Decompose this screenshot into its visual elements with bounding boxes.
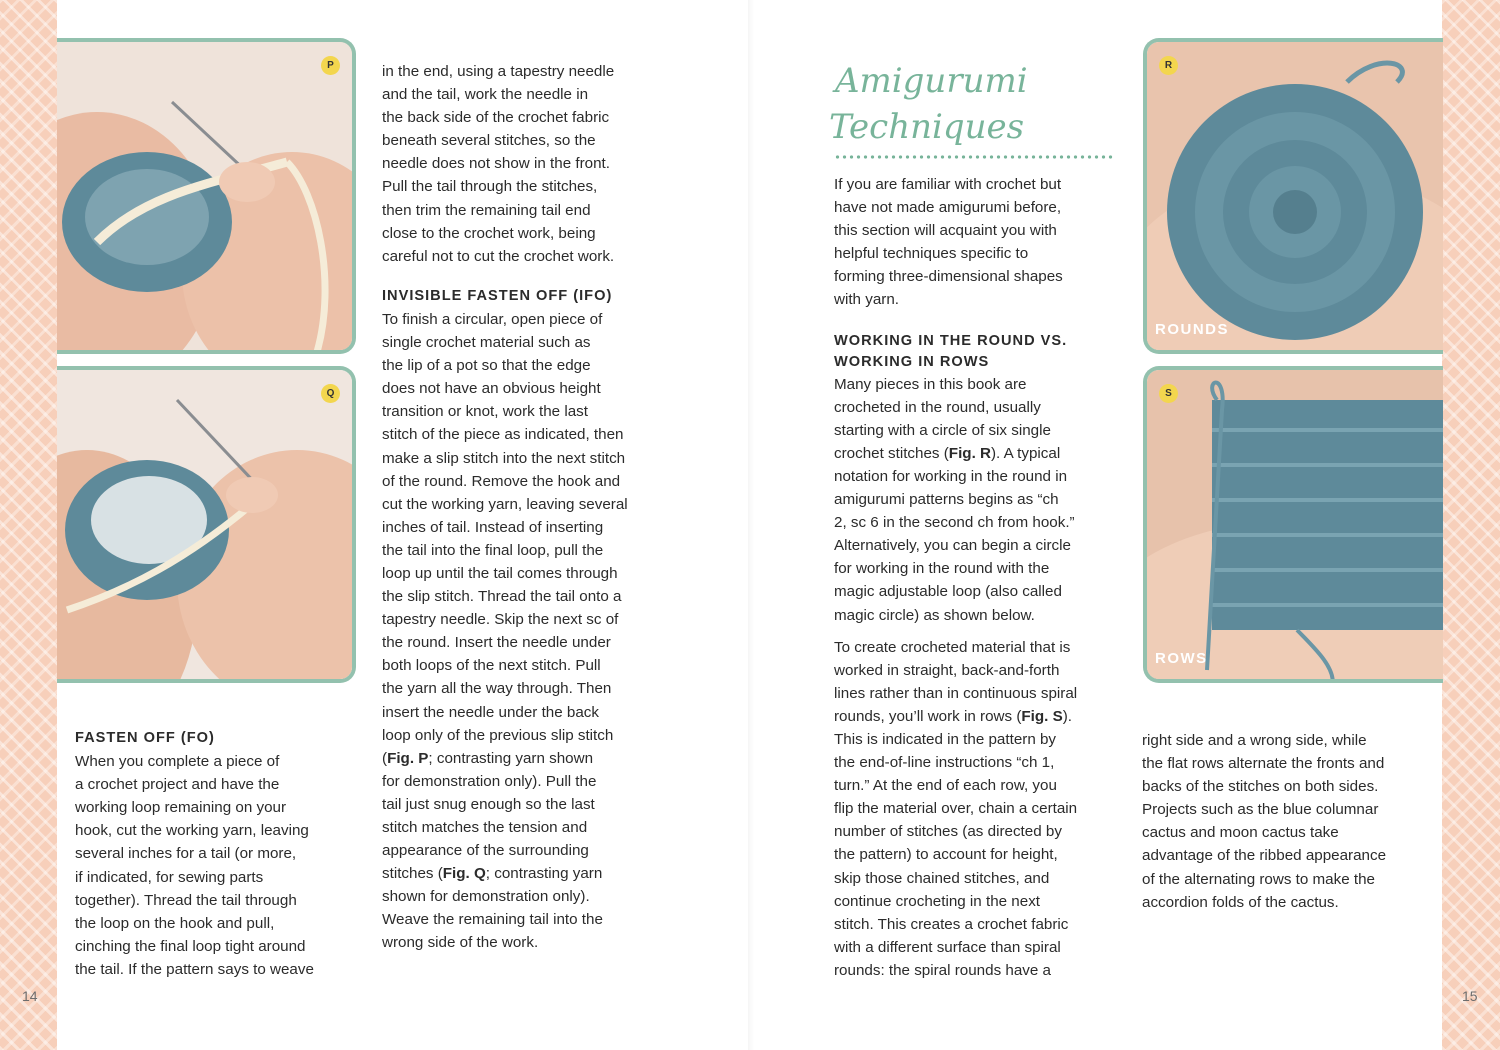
text-line: Many pieces in this book are xyxy=(834,375,1027,393)
text-line: wrong side of the work. xyxy=(382,934,539,952)
ifo-heading: INVISIBLE FASTEN OFF (IFO) xyxy=(382,287,613,304)
text-line: and the tail, work the needle in xyxy=(382,86,589,104)
text-fragment: ; contrasting yarn shown xyxy=(428,749,594,767)
text-line: rounds: the spiral rounds have a xyxy=(834,961,1051,979)
figure-r-photo xyxy=(1143,38,1443,354)
fig-p-reference: Fig. P xyxy=(387,749,429,767)
text-line: insert the needle under the back xyxy=(382,703,599,721)
figure-caption-rounds: ROUNDS xyxy=(1155,321,1230,338)
crochet-round-swatch-illustration xyxy=(1147,42,1443,354)
text-line: 2, sc 6 in the second ch from hook.” xyxy=(834,514,1075,532)
text-line: To finish a circular, open piece of xyxy=(382,310,603,328)
right-column-1 xyxy=(834,173,1134,991)
text-fragment: crochet stitches ( xyxy=(834,444,949,462)
text-line: with yarn. xyxy=(834,291,899,309)
fasten-off-section xyxy=(75,727,360,981)
fig-r-reference: Fig. R xyxy=(948,444,991,462)
text-line: appearance of the surrounding xyxy=(382,842,589,860)
text-line: both loops of the next stitch. Pull xyxy=(382,657,601,675)
text-line: helpful techniques specific to xyxy=(834,245,1029,263)
text-line: this section will acquaint you with xyxy=(834,222,1057,240)
fig-s-reference: Fig. S xyxy=(1021,707,1063,725)
text-fragment: ; contrasting yarn xyxy=(485,865,603,883)
text-fragment: stitches ( xyxy=(382,865,443,883)
section-title-line-2: Techniques xyxy=(829,107,1025,147)
text-line: cut the working yarn, leaving several xyxy=(382,495,628,513)
text-line: When you complete a piece of xyxy=(75,753,280,771)
text-line: advantage of the ribbed appearance xyxy=(1142,847,1387,865)
figure-s-photo xyxy=(1143,366,1443,683)
text-line: working loop remaining on your xyxy=(75,799,287,817)
text-line: inches of tail. Instead of inserting xyxy=(382,518,604,536)
fig-q-reference: Fig. Q xyxy=(442,865,486,883)
page-number-right: 15 xyxy=(1462,988,1478,1004)
figure-badge-p: P xyxy=(321,56,340,75)
text-line: close to the crochet work, being xyxy=(382,224,596,242)
text-fragment: ( xyxy=(382,749,388,767)
left-column-2 xyxy=(382,60,682,955)
text-line: of the round. Remove the hook and xyxy=(382,472,621,490)
text-line: stitch of the piece as indicated, then xyxy=(382,426,624,444)
intro-paragraph xyxy=(834,173,1134,312)
text-line: of the alternating rows to make the xyxy=(1142,870,1376,888)
text-line: starting with a circle of six single xyxy=(834,421,1051,439)
pulling-tail-illustration xyxy=(57,370,356,683)
text-line: the tail. If the pattern says to weave xyxy=(75,960,314,978)
text-line: right side and a wrong side, while xyxy=(1142,732,1367,749)
text-line: careful not to cut the crochet work. xyxy=(382,247,615,265)
ifo-body xyxy=(382,308,682,955)
text-line: the round. Insert the needle under xyxy=(382,634,611,652)
text-line: for demonstration only). Pull the xyxy=(382,772,597,790)
text-line: tail just snug enough so the last xyxy=(382,795,595,813)
rounds-vs-rows-heading-1: WORKING IN THE ROUND VS. xyxy=(834,332,1068,349)
text-line: have not made amigurumi before, xyxy=(834,199,1062,217)
section-title xyxy=(829,58,1028,150)
text-line: Alternatively, you can begin a circle xyxy=(834,537,1071,555)
right-page-edge-pattern xyxy=(1442,0,1500,1050)
text-line: To create crocheted material that is xyxy=(834,638,1071,656)
text-line: loop up until the tail comes through xyxy=(382,564,618,582)
text-line: does not have an obvious height xyxy=(382,380,601,398)
text-line: transition or knot, work the last xyxy=(382,403,588,421)
figure-badge-q: Q xyxy=(321,384,340,403)
fasten-off-body xyxy=(75,750,360,981)
text-line: single crochet material such as xyxy=(382,334,591,352)
text-line: the loop on the hook and pull, xyxy=(75,914,275,932)
text-fragment: ). xyxy=(1062,707,1072,725)
text-line: with a different surface than spiral xyxy=(834,938,1061,956)
text-line: accordion folds of the cactus. xyxy=(1142,893,1339,911)
book-spine-shadow xyxy=(748,0,754,1050)
text-line: magic adjustable loop (also called xyxy=(834,583,1062,601)
text-line: tapestry needle. Skip the next sc of xyxy=(382,611,619,629)
section-title-line-1: Amigurumi xyxy=(835,61,1028,101)
fig-q-reference-line xyxy=(382,862,682,885)
text-line: hook, cut the working yarn, leaving xyxy=(75,822,309,840)
rows-paragraph xyxy=(834,636,1134,982)
text-line: If you are familiar with crochet but xyxy=(834,176,1062,193)
text-line: continue crocheting in the next xyxy=(834,892,1041,910)
text-line: the back side of the crochet fabric xyxy=(382,109,610,127)
text-line: Weave the remaining tail into the xyxy=(382,911,603,929)
rounds-vs-rows-heading-2: WORKING IN ROWS xyxy=(834,353,990,370)
dotted-divider xyxy=(834,155,1114,159)
text-line: the lip of a pot so that the edge xyxy=(382,357,591,375)
text-line: backs of the stitches on both sides. xyxy=(1142,778,1379,796)
text-line: notation for working in the round in xyxy=(834,467,1068,485)
text-line: amigurumi patterns begins as “ch xyxy=(834,491,1059,509)
text-line: the end-of-line instructions “ch 1, xyxy=(834,754,1055,772)
text-line: the slip stitch. Thread the tail onto a xyxy=(382,588,622,606)
text-line: together). Thread the tail through xyxy=(75,891,297,909)
crochet-rows-swatch-illustration xyxy=(1147,370,1443,683)
needle-through-stitches-illustration xyxy=(57,42,356,354)
text-line: magic circle) as shown below. xyxy=(834,606,1035,624)
text-line: make a slip stitch into the next stitch xyxy=(382,449,626,467)
weave-in-paragraph xyxy=(382,60,682,268)
figure-p-photo xyxy=(57,38,356,354)
right-column-2 xyxy=(1142,729,1432,914)
figure-badge-s: S xyxy=(1159,384,1178,403)
text-line: number of stitches (as directed by xyxy=(834,823,1062,841)
text-line: stitch matches the tension and xyxy=(382,819,588,836)
fig-r-reference-line xyxy=(834,442,1134,465)
text-line: the flat rows alternate the fronts and xyxy=(1142,755,1385,773)
text-line: if indicated, for sewing parts xyxy=(75,868,264,886)
page-number-left: 14 xyxy=(22,988,38,1004)
text-line: stitch. This creates a crochet fabric xyxy=(834,915,1069,933)
text-line: This is indicated in the pattern by xyxy=(834,730,1057,748)
rounds-paragraph xyxy=(834,373,1134,627)
figure-caption-rows: ROWS xyxy=(1155,650,1208,667)
text-line: lines rather than in continuous spiral xyxy=(834,684,1078,702)
left-page-edge-pattern xyxy=(0,0,57,1050)
text-line: in the end, using a tapestry needle xyxy=(382,63,615,80)
text-line: the tail into the final loop, pull the xyxy=(382,541,604,559)
text-line: the yarn all the way through. Then xyxy=(382,680,612,698)
text-line: a crochet project and have the xyxy=(75,776,280,794)
text-fragment: rounds, you’ll work in rows ( xyxy=(834,707,1022,725)
figure-badge-r: R xyxy=(1159,56,1178,75)
text-line: crocheted in the round, usually xyxy=(834,398,1041,416)
text-line: shown for demonstration only). xyxy=(382,888,590,906)
text-line: beneath several stitches, so the xyxy=(382,132,596,150)
fig-s-reference-line xyxy=(834,705,1134,728)
text-fragment: ). A typical xyxy=(990,444,1061,462)
text-line: cactus and moon cactus take xyxy=(1142,824,1339,842)
text-line: flip the material over, chain a certain xyxy=(834,800,1078,818)
text-line: forming three-dimensional shapes xyxy=(834,268,1063,286)
text-line: several inches for a tail (or more, xyxy=(75,845,297,863)
fasten-off-heading: FASTEN OFF (FO) xyxy=(75,730,215,746)
text-line: Pull the tail through the stitches, xyxy=(382,178,598,196)
text-line: skip those chained stitches, and xyxy=(834,869,1050,887)
text-line: the pattern) to account for height, xyxy=(834,846,1058,864)
text-line: needle does not show in the front. xyxy=(382,155,610,173)
fig-p-reference-line xyxy=(382,747,682,770)
text-line: loop only of the previous slip stitch xyxy=(382,726,614,744)
text-line: Projects such as the blue columnar xyxy=(1142,801,1379,819)
text-line: worked in straight, back-and-forth xyxy=(834,661,1060,679)
text-line: cinching the final loop tight around xyxy=(75,937,306,955)
text-line: for working in the round with the xyxy=(834,560,1050,578)
text-line: turn.” At the end of each row, you xyxy=(834,777,1057,795)
figure-q-photo xyxy=(57,366,356,683)
text-line: then trim the remaining tail end xyxy=(382,201,591,219)
